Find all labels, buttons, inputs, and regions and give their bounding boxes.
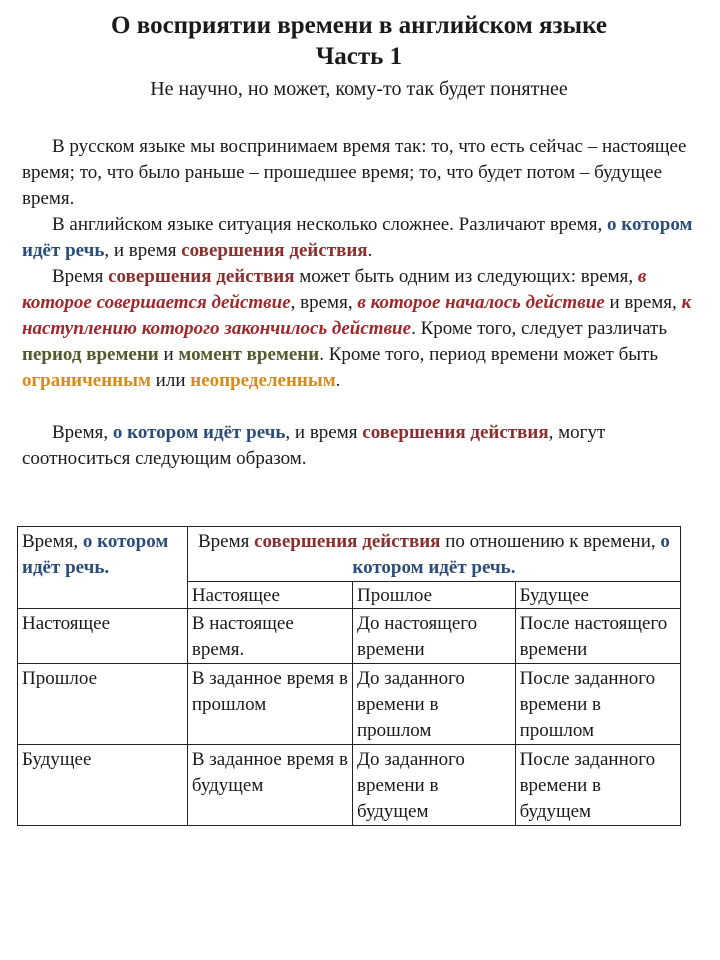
highlight-action-started: в которое началось действие [357,292,605,313]
text: , и время [104,240,182,261]
text: . [335,370,341,391]
paragraph-3 [22,264,696,394]
document-title [22,10,696,72]
text: и [158,344,179,365]
table-corner-cell [18,527,188,609]
row-label: Прошлое [18,664,188,745]
text: , время, [290,292,358,313]
table-cell: В заданное время в прошлом [187,664,352,745]
text: и время, [604,292,682,313]
title-line-1: О восприятии времени в английском языке [111,12,607,39]
text: может быть одним из следующих: время, [294,266,638,287]
text: В английском языке ситуация несколько сложнее. Различают время, [52,214,607,235]
table-row [18,664,681,745]
text: Время, [22,531,83,552]
highlight-topic-time: о котором идёт речь [22,214,693,261]
table-cell: В настоящее время. [187,609,352,664]
highlight-indefinite: неопределенным [190,370,336,391]
text: по отношению к времени, [440,531,661,552]
column-header: Будущее [515,582,680,609]
highlight-period: период времени [22,344,159,365]
table-cell: До настоящего времени [353,609,516,664]
highlight-action-time: совершения действия [362,422,549,443]
row-label: Настоящее [18,609,188,664]
table-row [18,609,681,664]
table-top-header [187,527,680,582]
table-header-row [18,527,681,582]
text: . Кроме того, период времени может быть [319,344,658,365]
document-body [22,134,696,472]
table-cell: После настоящего времени [515,609,680,664]
text: , и время [285,422,363,443]
text: Время [52,266,109,287]
text: , могут соотноситься следующим образом. [22,422,606,469]
text: Время, [52,422,113,443]
highlight-action-time: совершения действия [181,240,368,261]
highlight-action-finished: к наступлению которого закончилось действие [22,292,692,339]
table-cell: В заданное время в будущем [187,745,352,826]
row-label: Будущее [18,745,188,826]
highlight-topic-time: о котором идёт речь. [352,531,670,578]
text: или [150,370,191,391]
paragraph-4 [22,420,696,472]
text: Время [197,531,255,552]
text: . [367,240,373,261]
text: . Кроме того, следует различать [411,318,668,339]
highlight-action-occurs: в которое совершается действие [22,266,647,313]
paragraph-2 [22,212,696,264]
title-line-2: Часть 1 [315,43,403,70]
tense-table [17,526,681,826]
highlight-action-time: совершения действия [254,531,441,552]
document-subtitle: Не научно, но может, кому-то так будет понятнее [150,78,568,100]
highlight-topic-time: о котором идёт речь [112,422,286,443]
table-cell: До заданного времени в прошлом [353,664,516,745]
highlight-moment: момент времени [178,344,320,365]
highlight-action-time: совершения действия [108,266,295,287]
column-header: Прошлое [353,582,516,609]
table-cell: До заданного времени в будущем [353,745,516,826]
table-cell: После заданного времени в будущем [515,745,680,826]
table-row [18,745,681,826]
highlight-limited: ограниченным [22,370,151,391]
column-header: Настоящее [187,582,352,609]
table-cell: После заданного времени в прошлом [515,664,680,745]
paragraph-1: В русском языке мы воспринимаем время так: то, что есть сейчас – настоящее время; то, что было раньше – прошедшее время; то, что будет потом – будущее время. [22,136,687,209]
highlight-topic-time: о котором идёт речь. [22,531,169,578]
